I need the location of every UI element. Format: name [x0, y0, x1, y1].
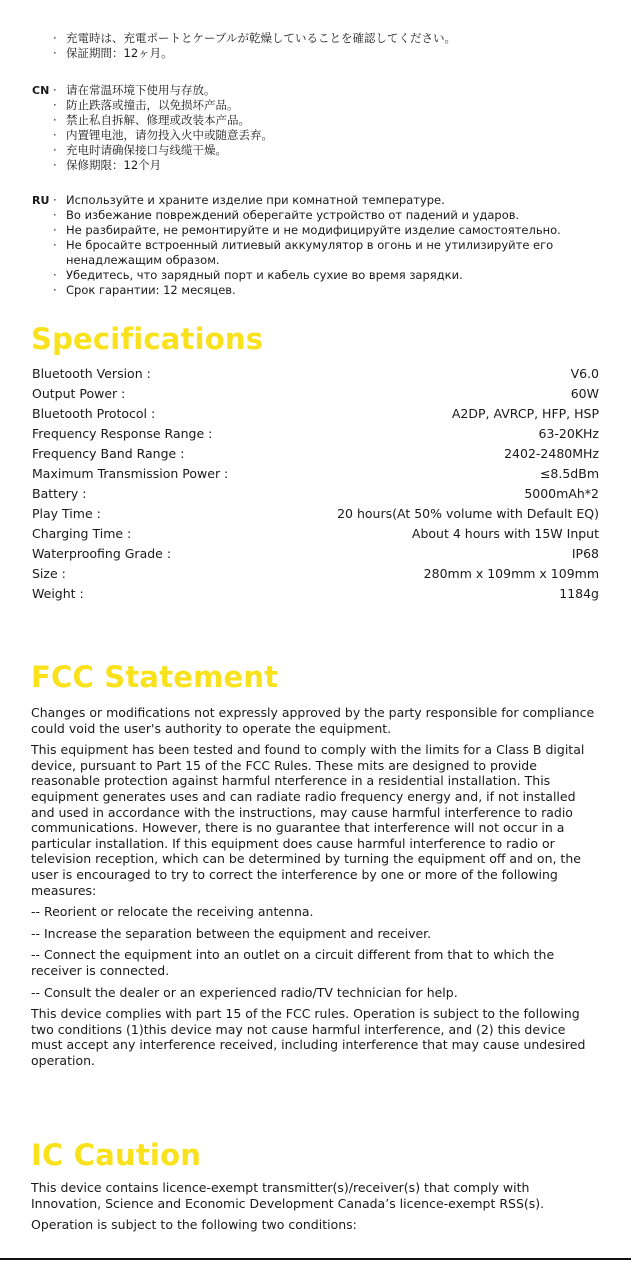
ru-notes — [0, 193, 631, 298]
list-item: · 防止跌落或撞击，以免损坏产品。 — [53, 98, 239, 112]
list-item: CN · 请在常温环境下使用与存放。 — [32, 83, 216, 97]
list-item-continuation: ненадлежащим образом. — [66, 253, 220, 267]
table-row: Charging Time : About 4 hours with 15W Input — [32, 526, 599, 541]
table-row: Bluetooth Version : V6.0 — [32, 366, 599, 381]
ic-body — [31, 1180, 597, 1239]
table-row: Weight : 1184g — [32, 586, 599, 601]
paragraph: -- Reorient or relocate the receiving antenna. — [31, 904, 314, 920]
paragraph: -- Consult the dealer or an experienced radio/TV technician for help. — [31, 984, 458, 1000]
fcc-heading: FCC Statement — [31, 660, 279, 694]
ic-heading: IC Caution — [31, 1138, 202, 1172]
list-item: · Не разбирайте, не ремонтируйте и не модифицируйте изделие самостоятельно. — [53, 223, 561, 237]
list-item: · 禁止私自拆解、修理或改装本产品。 — [53, 113, 250, 127]
fcc-body — [31, 705, 597, 1074]
table-row: Maximum Transmission Power : ≤8.5dBm — [32, 466, 599, 481]
bottom-divider — [0, 1258, 631, 1260]
language-code: RU — [32, 194, 50, 207]
list-item: RU · Используйте и храните изделие при комнатной температуре. — [32, 193, 445, 207]
paragraph: This device contains licence-exempt transmitter(s)/receiver(s) that comply with Innovation, Science and Economic Development Canada’s licence-exempt RSS(s). — [31, 1180, 545, 1211]
specifications-heading: Specifications — [31, 322, 264, 356]
list-item: · 保証期間：12ヶ月。 — [53, 46, 173, 60]
table-row: Size : 280mm x 109mm x 109mm — [32, 566, 599, 581]
paragraph: Operation is subject to the following two conditions: — [31, 1217, 357, 1233]
table-row: Frequency Response Range : 63-20KHz — [32, 426, 599, 441]
list-item: · Во избежание повреждений оберегайте устройство от падений и ударов. — [53, 208, 520, 222]
table-row: Bluetooth Protocol : A2DP, AVRCP, HFP, HSP — [32, 406, 599, 421]
jp-notes — [0, 31, 631, 61]
paragraph: -- Connect the equipment into an outlet on a circuit different from that to which the receiver is connected. — [31, 947, 555, 978]
list-item: · Срок гарантии: 12 месяцев. — [53, 283, 236, 297]
cn-notes — [0, 83, 631, 173]
paragraph: Changes or modifications not expressly approved by the party responsible for compliance could void the user's authority to operate the equipment. — [31, 705, 595, 736]
list-item: · 保修期限：12个月 — [53, 158, 162, 172]
paragraph: This device complies with part 15 of the FCC rules. Operation is subject to the following two conditions (1)this device may not cause harmful interference, and (2) this device must accept any interference received, including interference that may cause undesired operation. — [31, 1006, 586, 1068]
table-row: Waterproofing Grade : IP68 — [32, 546, 599, 561]
list-item: · 充電時は、充電ポートとケーブルが乾燥していることを確認してください。 — [53, 31, 456, 45]
list-item: · Не бросайте встроенный литиевый аккумулятор в огонь и не утилизируйте его — [53, 238, 554, 252]
table-row: Output Power : 60W — [32, 386, 599, 401]
table-row: Battery : 5000mAh*2 — [32, 486, 599, 501]
paragraph: -- Increase the separation between the equipment and receiver. — [31, 925, 432, 941]
list-item: · 充电时请确保接口与线缆干燥。 — [53, 143, 227, 157]
paragraph: This equipment has been tested and found to comply with the limits for a Class B digital device, pursuant to Part 15 of the FCC Rules. These mits are designed to provide reasonable protection against harmful nterference in a residential installation. This equipment generates uses and can radiate radio frequency energy and, if not installed and used in accordance with the instructions, may cause harmful interference to radio communications. However, there is no guarantee that interference will not occur in a particular installation. If this equipment does cause harmful interference to radio or television reception, which can be determined by turning the equipment off and on, the user is encouraged to try to correct the interference by one or more of the following measures: — [31, 742, 585, 898]
spec-table — [32, 364, 599, 604]
list-item: · Убедитесь, что зарядный порт и кабель сухие во время зарядки. — [53, 268, 463, 282]
table-row: Frequency Band Range : 2402-2480MHz — [32, 446, 599, 461]
language-code: CN — [32, 84, 50, 97]
list-item: · 内置锂电池，请勿投入火中或随意丢弃。 — [53, 128, 273, 142]
table-row: Play Time : 20 hours(At 50% volume with Default EQ) — [32, 506, 599, 521]
